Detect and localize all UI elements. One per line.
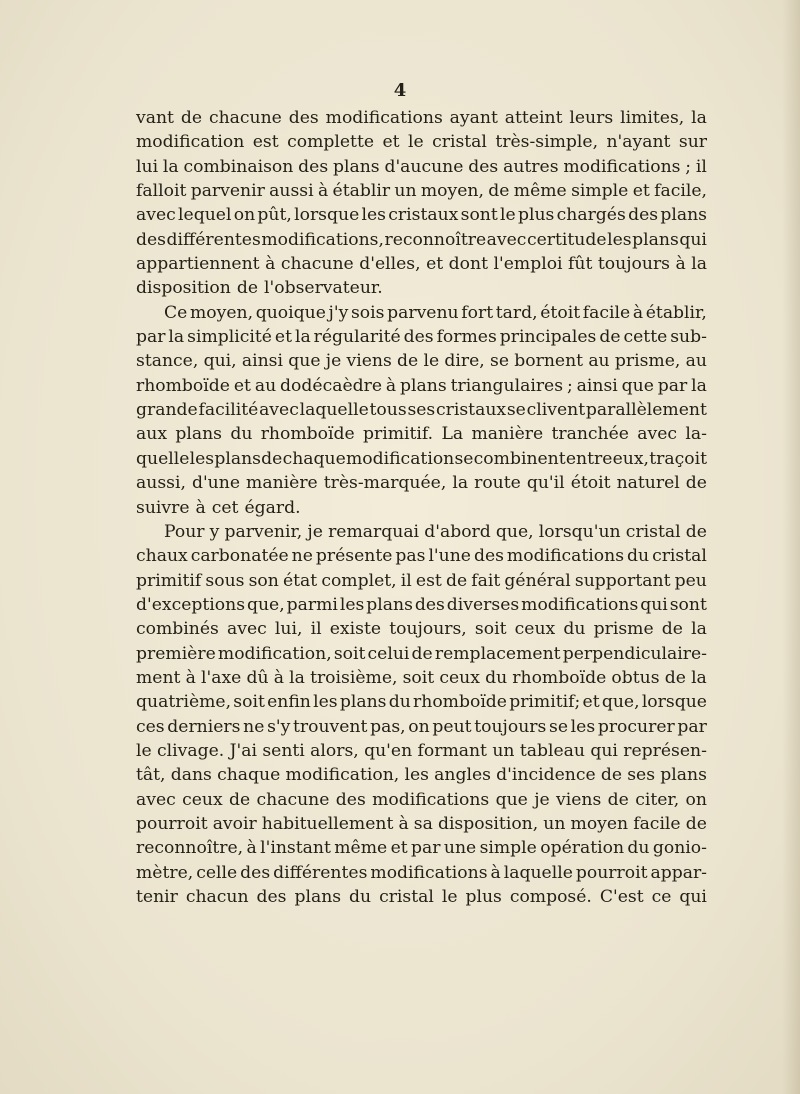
text-line: suivre à cet égard.	[136, 497, 301, 518]
text-line: première modification, soit celui de remplacement perpendiculaire-	[136, 643, 707, 664]
text-line: modification est complette et le cristal très-simple, n'ayant sur	[136, 132, 707, 153]
text-line: rhomboïde et au dodécaèdre à plans triangulaires ; ainsi que par la	[136, 375, 707, 396]
text-line: quelle les plans de chaque modification se combinent entre eux, traçoit	[136, 448, 707, 469]
text-line: appartiennent à chacune d'elles, et dont l'emploi fût toujours à la	[136, 254, 707, 275]
text-line: tât, dans chaque modification, les angles d'incidence de ses plans	[136, 765, 707, 786]
text-line: mètre, celle des différentes modifications à laquelle pourroit appar-	[136, 862, 707, 883]
text-line: ment à l'axe dû à la troisième, soit ceux du rhomboïde obtus de la	[136, 667, 707, 688]
text-line: combinés avec lui, il existe toujours, soit ceux du prisme de la	[136, 619, 707, 640]
page-number: 4	[393, 80, 407, 101]
text-line: falloit parvenir aussi à établir un moyen, de même simple et facile,	[136, 181, 707, 202]
text-line: Pour y parvenir, je remarquai d'abord que, lorsqu'un cristal de	[164, 521, 707, 542]
page-edge-shadow	[782, 0, 800, 1094]
text-line: des différentes modifications, reconnoître avec certitude les plans qui	[136, 229, 707, 250]
body-text	[136, 106, 707, 909]
text-line: aussi, d'une manière très-marquée, la route qu'il étoit naturel de	[136, 473, 707, 494]
text-line: avec ceux de chacune des modifications que je viens de citer, on	[136, 789, 707, 810]
text-line: reconnoître, à l'instant même et par une simple opération du gonio-	[136, 838, 707, 859]
text-line: vant de chacune des modifications ayant atteint leurs limites, la	[136, 108, 707, 128]
text-line: tenir chacun des plans du cristal le plus composé. C'est ce qui	[136, 887, 707, 907]
text-line: avec lequel on pût, lorsque les cristaux sont le plus chargés des plans	[136, 205, 707, 226]
text-line: chaux carbonatée ne présente pas l'une des modifications du cristal	[136, 546, 707, 567]
text-line: Ce moyen, quoique j'y sois parvenu fort tard, étoit facile à établir,	[164, 302, 707, 323]
text-line: pourroit avoir habituellement à sa disposition, un moyen facile de	[136, 813, 707, 834]
text-line: primitif sous son état complet, il est de fait général supportant peu	[136, 570, 707, 591]
text-line: disposition de l'observateur.	[136, 278, 383, 299]
text-line: d'exceptions que, parmi les plans des diverses modifications qui sont	[136, 594, 707, 615]
text-line: ces derniers ne s'y trouvent pas, on peut toujours se les procurer par	[136, 716, 707, 737]
text-line: le clivage. J'ai senti alors, qu'en formant un tableau qui représen-	[136, 740, 707, 761]
text-line: aux plans du rhomboïde primitif. La manière tranchée avec la-	[136, 424, 707, 445]
text-line: lui la combinaison des plans d'aucune des autres modifications ; il	[136, 156, 707, 177]
text-line: stance, qui, ainsi que je viens de le dire, se bornent au prisme, au	[136, 351, 707, 372]
text-line: quatrième, soit enfin les plans du rhomboïde primitif; et que, lorsque	[136, 692, 707, 713]
text-line: grande facilité avec laquelle tous ses cristaux se clivent parallèlement	[136, 400, 707, 421]
text-line: par la simplicité et la régularité des formes principales de cette sub-	[136, 327, 707, 348]
